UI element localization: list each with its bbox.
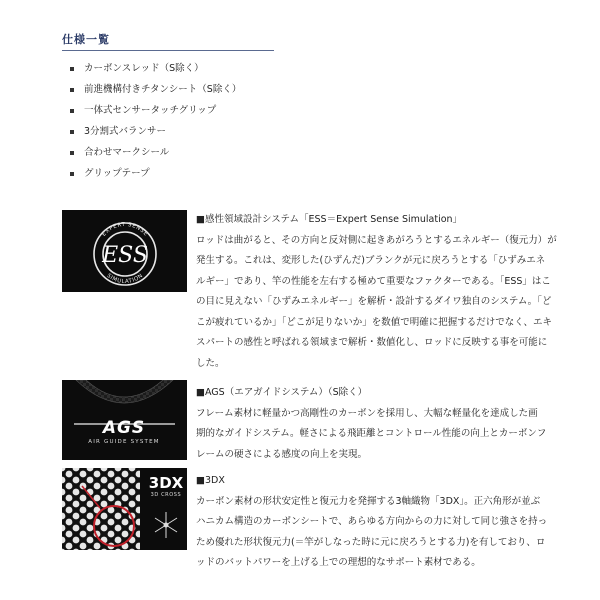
feature-line: 期的なガイドシステム。軽さによる飛距離とコントロール性能の向上とカーボンフ xyxy=(196,428,547,439)
ess-logo-image xyxy=(62,210,187,292)
feature-line: カーボン素材の形状安定性と復元力を発揮する3軸織物「3DX」。正六角形が並ぶ xyxy=(196,495,541,507)
spec-list xyxy=(70,58,241,184)
feature-line: 発生する。これは、変形した(ひずんだ)ブランクが元に戻ろうとする「ひずみエネ xyxy=(196,255,546,266)
bullet-icon xyxy=(70,151,74,155)
feature-line: ため優れた形状復元力(＝竿がしなった時に元に戻ろうとする力)を有しており、ロ xyxy=(196,536,546,548)
spec-item xyxy=(70,121,241,142)
feature-3dx-body xyxy=(196,492,600,574)
feature-line: レームの硬さによる感度の向上を実現。 xyxy=(196,448,368,460)
bullet-icon xyxy=(70,67,74,71)
feature-line: こが疲れているか」「どこが足りないか」を数値で明確に把握するだけでなく、エキ xyxy=(196,316,553,328)
feature-line: の目に見えない「ひずみエネルギー」を解析・設計するダイワ独自のシステム。「ど xyxy=(196,296,552,307)
ags-logo-text: AGS xyxy=(102,418,146,438)
feature-line: した。 xyxy=(196,357,225,369)
feature-line: フレーム素材に軽量かつ高剛性のカーボンを採用し、大幅な軽量化を達成した画 xyxy=(196,407,538,419)
feature-ess-text xyxy=(196,210,600,374)
spec-item xyxy=(70,142,241,163)
feature-line: ハニカム構造のカーボンシートで、あらゆる方向からの力に対して同じ強さを持っ xyxy=(196,516,548,527)
ess-ring-top-text: EXPERT SENSE xyxy=(101,221,149,238)
spec-title: 仕様一覧 xyxy=(62,33,110,46)
spec-item xyxy=(70,100,241,121)
spec-item-label: 合わせマークシール xyxy=(84,147,170,158)
bullet-icon xyxy=(70,172,74,176)
bullet-icon xyxy=(70,88,74,92)
feature-3dx-title: ■3DX xyxy=(196,475,225,486)
3dx-logo-image xyxy=(62,468,187,550)
spec-item-label: 3分割式バランサー xyxy=(84,126,167,137)
ags-logo-image xyxy=(62,380,187,460)
feature-ess-title: ■感性領域設計システム「ESS＝Expert Sense Simulation」 xyxy=(196,214,463,225)
feature-line: ロッドは曲がると、その方向と反対側に起きあがろうとするエネルギー（復元力）が xyxy=(196,234,557,246)
feature-line: ッドのバットパワーを上げる上での理想的なサポート素材である。 xyxy=(196,557,481,568)
feature-line: ルギー」であり、竿の性能を左右する極めて重要なファクターである。「ESS」はこ xyxy=(196,275,551,287)
spec-item xyxy=(70,163,241,184)
spec-item-label: カーボンスレッド（S除く） xyxy=(84,63,204,74)
feature-ags-body xyxy=(196,404,600,466)
spec-divider xyxy=(62,50,274,51)
spec-item xyxy=(70,58,241,79)
ags-logo-subtext: AIR GUIDE SYSTEM xyxy=(88,439,160,445)
spec-item-label: 一体式センサータッチグリップ xyxy=(84,105,217,116)
bullet-icon xyxy=(70,130,74,134)
spec-item-label: グリップテープ xyxy=(84,168,150,179)
3dx-logo-text: 3DX xyxy=(148,474,184,492)
feature-line: スパートの感性と呼ばれる領域まで解析・数値化し、ロッドに反映する事を可能に xyxy=(196,337,548,348)
3dx-logo-subtext: 3D CROSS xyxy=(150,492,182,498)
spec-item-label: 前進機構付きチタンシート（S除く） xyxy=(84,84,242,95)
ess-logo-text: ESS xyxy=(102,243,148,268)
feature-ags-text xyxy=(196,383,600,465)
ess-ring-bottom-text: SIMULATION xyxy=(105,272,145,286)
feature-ess-body xyxy=(196,231,600,375)
spec-item xyxy=(70,79,241,100)
feature-ags-title: ■AGS（エアガイドシステム）（S除く） xyxy=(196,387,368,398)
bullet-icon xyxy=(70,109,74,113)
feature-3dx-text xyxy=(196,471,600,574)
